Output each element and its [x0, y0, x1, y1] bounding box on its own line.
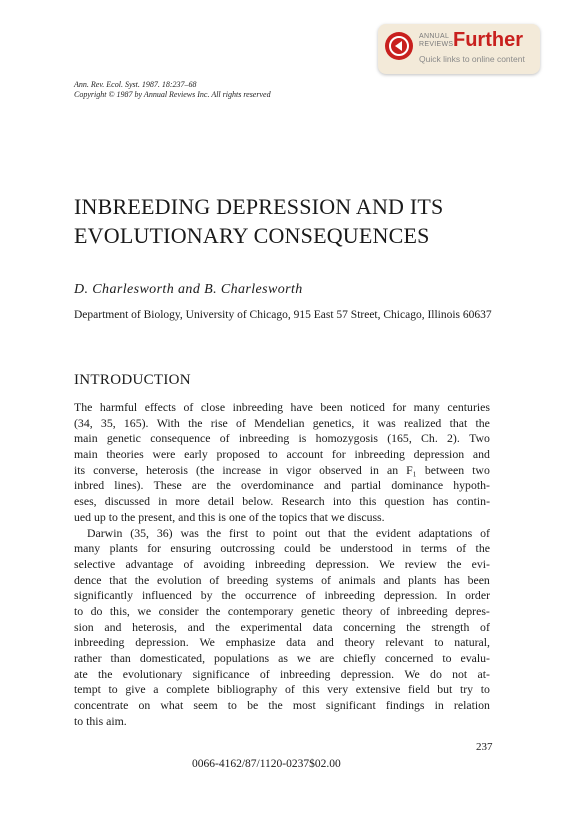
body-line: main genetic consequence of inbreeding is homozygosis (165, Ch. 2). Two [74, 431, 490, 446]
body-line: tempt to give a complete bibliography of this very extensive field but try to [74, 682, 490, 697]
title-line-1: INBREEDING DEPRESSION AND ITS [74, 194, 444, 219]
body-line: (34, 35, 165). With the rise of Mendelian genetics, it was realized that the [74, 415, 490, 430]
article-title [74, 192, 443, 250]
page-number: 237 [476, 741, 493, 753]
body-text [74, 400, 490, 729]
body-line: rather than domesticated, populations as we are chiefly concerned to evalu- [74, 651, 490, 665]
section-heading: INTRODUCTION [74, 372, 191, 388]
body-line: Darwin (35, 36) was the first to point out that the evident adaptations of [87, 525, 490, 540]
authors: D. Charlesworth and B. Charlesworth [74, 282, 303, 297]
body-line: significantly influenced by the occurrence of inbreeding depression. In order [74, 588, 490, 603]
arrow-circle-icon [385, 32, 413, 60]
body-line: inbreeding depression. We emphasize data and theory relevant to natural, [74, 635, 490, 650]
body-line: The harmful effects of close inbreeding have been noticed for many centuries [74, 400, 490, 414]
copyright-line: Copyright © 1987 by Annual Reviews Inc. All rights reserved [74, 90, 271, 99]
body-line: ued up to the present, and this is one of the topics that we discuss. [74, 509, 385, 524]
body-line: many plants for ensuring outcrossing could be understood in terms of the [74, 541, 490, 556]
body-line: eses, discussed in more detail below. Research into this question has contin- [74, 494, 490, 509]
footer-code: 0066-4162/87/1120-0237$02.00 [192, 758, 341, 770]
body-line: to this aim. [74, 713, 127, 728]
badge-further-label[interactable]: Further [453, 29, 523, 51]
title-line-2: EVOLUTIONARY CONSEQUENCES [74, 223, 430, 248]
body-line: dence that the evolution of breeding systems of animals and plants has been [74, 572, 490, 587]
body-line: inbred lines). These are the overdominance and partial dominance hypoth- [74, 478, 490, 493]
journal-citation [74, 80, 271, 100]
citation-line: Ann. Rev. Ecol. Syst. 1987. 18:237–68 [74, 80, 197, 89]
affiliation: Department of Biology, University of Chicago, 915 East 57 Street, Chicago, Illinois 60637 [74, 309, 492, 321]
badge-reviews-label: REVIEWS [419, 41, 454, 48]
badge-annual-label: ANNUAL [419, 33, 450, 40]
body-line: ate the evolutionary significance of inbreeding depression. We do not at- [74, 666, 490, 681]
body-line: to do this, we consider the contemporary genetic theory of inbreeding depres- [74, 603, 490, 618]
body-line: concentrate on what seem to be the most significant findings in relation [74, 698, 490, 713]
further-badge[interactable] [378, 24, 540, 74]
body-line: main theories were early proposed to account for inbreeding depression and [74, 447, 490, 462]
body-line: its converse, heterosis (the increase in vigor observed in an F₁ between two [74, 462, 490, 477]
badge-subtitle[interactable]: Quick links to online content [419, 54, 525, 64]
body-line: selective advantage of avoiding inbreeding depression. We review the evi- [74, 556, 490, 571]
body-line: sion and heterosis, and the experimental data concerning the strength of [74, 619, 490, 634]
